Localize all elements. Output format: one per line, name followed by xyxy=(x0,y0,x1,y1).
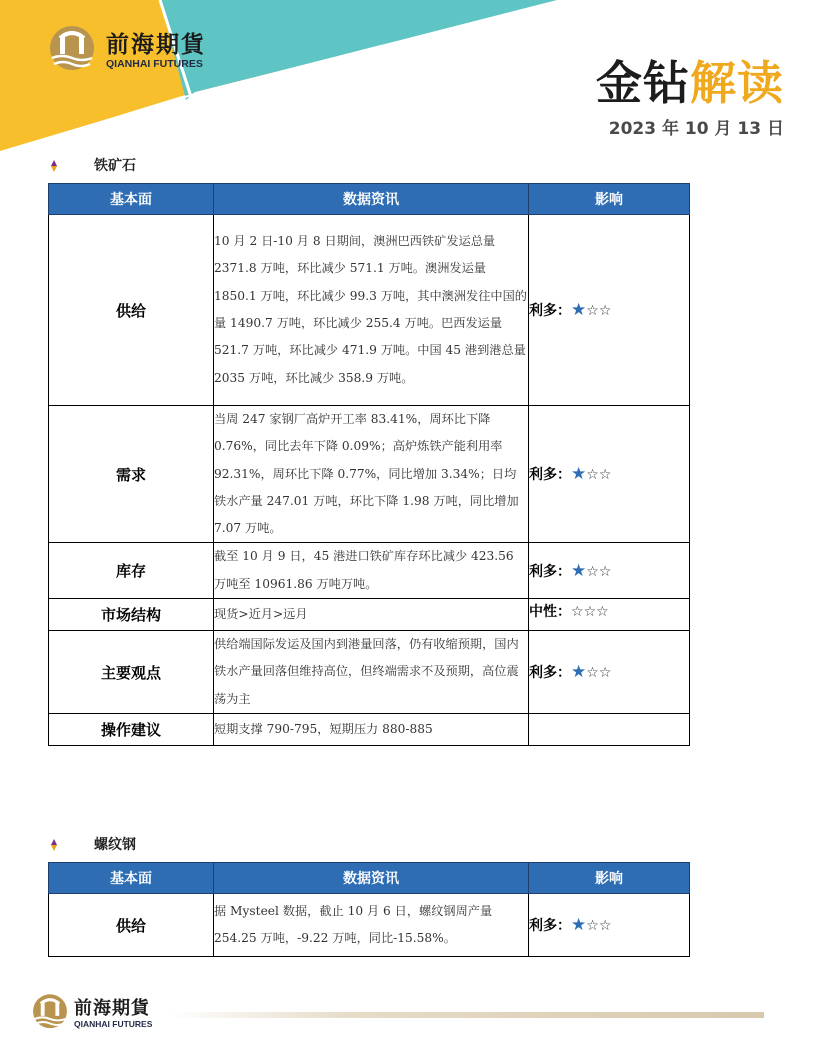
table-row xyxy=(49,406,690,543)
star-rating xyxy=(571,662,612,683)
impact-cell xyxy=(529,713,690,745)
star-rating xyxy=(571,300,612,320)
star-filled-icon: ★ xyxy=(571,464,587,485)
star-empty-icon: ☆ xyxy=(586,918,599,934)
row-info: 当周 247 家钢厂高炉开工率 83.41%，周环比下降 0.76%，同比去年下降 0.09%；高炉炼铁产能利用率 92.31%，周环比下降 0.77%，同比增加 3.34%；日均铁水产量 247.01 万吨，环比下降 1.98 万吨，同比增加 7.07 万吨。 xyxy=(214,406,529,543)
star-empty-icon: ☆ xyxy=(596,604,609,621)
row-label: 供给 xyxy=(49,215,214,406)
brand-name-en: QIANHAI FUTURES xyxy=(106,58,203,70)
impact-label: 利多： xyxy=(529,665,571,682)
impact-label: 中性： xyxy=(529,604,571,621)
table-row xyxy=(49,713,690,745)
column-header: 基本面 xyxy=(49,863,214,894)
impact-label: 利多： xyxy=(529,467,571,484)
report-date: 2023 年 10 月 13 日 xyxy=(608,119,784,139)
star-empty-icon: ☆ xyxy=(598,665,612,682)
impact-cell xyxy=(529,894,690,957)
brand-emblem-icon xyxy=(46,24,98,74)
column-header: 数据资讯 xyxy=(214,863,529,894)
star-empty-icon: ☆ xyxy=(586,563,599,580)
row-info: 现货>近月>远月 xyxy=(214,599,529,631)
star-filled-icon: ★ xyxy=(571,915,587,935)
row-info: 截至 10 月 9 日，45 港进口铁矿库存环比减少 423.56 万吨至 10961.86 万吨万吨。 xyxy=(214,543,529,599)
row-label: 库存 xyxy=(49,543,214,599)
star-rating xyxy=(571,560,612,581)
impact-cell xyxy=(529,406,690,543)
row-label: 主要观点 xyxy=(49,631,214,714)
column-header: 影响 xyxy=(529,184,690,215)
star-filled-icon: ★ xyxy=(571,560,587,581)
section-title-text: 螺纹钢 xyxy=(94,837,136,853)
bullet-icon xyxy=(48,160,60,172)
column-header: 基本面 xyxy=(49,184,214,215)
brand-name-cn: 前海期貨 xyxy=(106,31,206,58)
row-info: 10 月 2 日-10 月 8 日期间，澳洲巴西铁矿发运总量 2371.8 万吨，环比减少 571.1 万吨。澳洲发运量 1850.1 万吨，环比减少 99.3 万吨，其中澳洲发往中国的量 1490.7 万吨，环比减少 255.4 万吨。巴西发运量 521.7 万吨，环比减少 471.9 万吨。中国 45 港到港总量 2035 万吨，环比减少 358.9 万吨。 xyxy=(214,215,529,406)
impact-cell xyxy=(529,599,690,631)
row-info: 供给端国际发运及国内到港量回落，仍有收缩预期，国内铁水产量回落但维持高位，但终端需求不及预期，高位震荡为主 xyxy=(214,631,529,714)
impact-cell xyxy=(529,543,690,599)
row-info: 短期支撑 790-795，短期压力 880-885 xyxy=(214,713,529,745)
rebar-table xyxy=(48,862,690,957)
star-rating xyxy=(571,915,612,935)
footer-brand-name-en: QIANHAI FUTURES xyxy=(74,1019,153,1029)
footer-brand-name-cn: 前海期貨 xyxy=(74,998,150,1019)
table-header-row xyxy=(49,184,690,215)
section-title-rebar xyxy=(48,834,136,854)
row-label: 供给 xyxy=(49,894,214,957)
star-empty-icon: ☆ xyxy=(598,918,612,934)
star-empty-icon: ☆ xyxy=(583,604,597,621)
row-info: 据 Mysteel 数据，截止 10 月 6 日，螺纹钢周产量 254.25 万吨，-9.22 万吨，同比-15.58%。 xyxy=(214,894,529,957)
row-label: 操作建议 xyxy=(49,713,214,745)
star-empty-icon: ☆ xyxy=(586,665,599,682)
table-row xyxy=(49,215,690,406)
bullet-icon xyxy=(48,839,60,851)
brand-logo xyxy=(46,24,236,76)
star-empty-icon: ☆ xyxy=(598,563,612,580)
star-rating xyxy=(571,604,609,620)
star-empty-icon: ☆ xyxy=(598,303,612,319)
star-empty-icon: ☆ xyxy=(571,604,584,621)
star-filled-icon: ★ xyxy=(571,300,587,320)
table-header-row xyxy=(49,863,690,894)
star-rating xyxy=(571,464,612,485)
table-row xyxy=(49,599,690,631)
brand-emblem-icon xyxy=(30,992,70,1032)
table-row xyxy=(49,543,690,599)
row-label: 需求 xyxy=(49,406,214,543)
impact-label: 利多： xyxy=(529,563,571,580)
footer-logo xyxy=(30,992,170,1038)
column-header: 影响 xyxy=(529,863,690,894)
footer-divider xyxy=(168,1012,764,1018)
impact-label: 利多： xyxy=(529,303,571,319)
row-label: 市场结构 xyxy=(49,599,214,631)
report-title xyxy=(596,47,784,113)
report-title-part1: 金钻 xyxy=(596,56,690,110)
section-title-text: 铁矿石 xyxy=(94,158,136,174)
column-header: 数据资讯 xyxy=(214,184,529,215)
report-title-part2: 解读 xyxy=(690,56,784,110)
table-row xyxy=(49,631,690,714)
star-empty-icon: ☆ xyxy=(586,467,599,484)
impact-cell xyxy=(529,631,690,714)
impact-cell xyxy=(529,215,690,406)
star-empty-icon: ☆ xyxy=(586,303,599,319)
iron-ore-table xyxy=(48,183,690,746)
star-filled-icon: ★ xyxy=(571,662,587,683)
section-title-iron-ore xyxy=(48,155,136,175)
star-empty-icon: ☆ xyxy=(598,467,612,484)
impact-label: 利多： xyxy=(529,918,571,934)
table-row xyxy=(49,894,690,957)
